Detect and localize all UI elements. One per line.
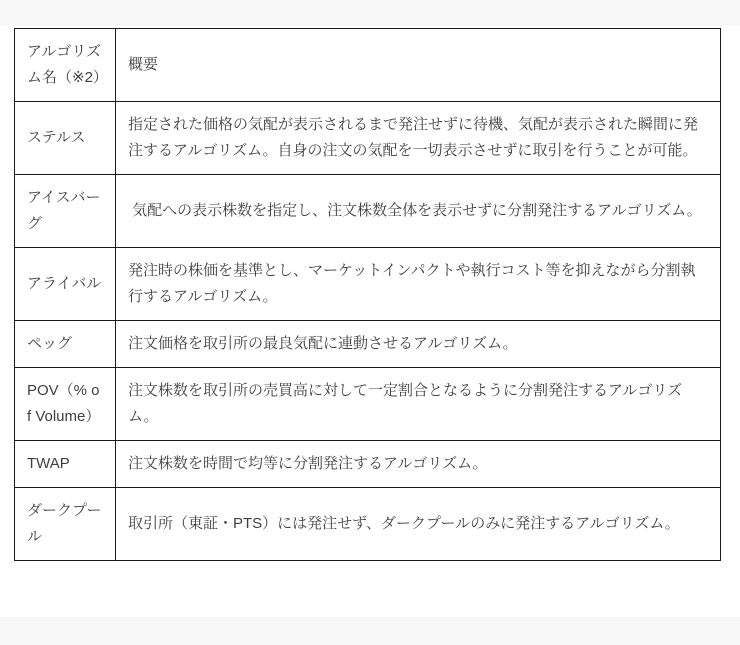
header-cell-algorithm-name: アルゴリズム名（※2）: [15, 29, 116, 102]
algorithm-description-cell: 注文株数を時間で均等に分割発注するアルゴリズム。: [116, 441, 721, 488]
algorithm-name-cell: ペッグ: [15, 321, 116, 368]
algorithm-name-cell: アイスバーグ: [15, 175, 116, 248]
algorithm-name-cell: ダークプール: [15, 488, 116, 561]
algorithm-description-cell: 指定された価格の気配が表示されるまで発注せずに待機、気配が表示された瞬間に発注するアルゴリズム。自身の注文の気配を一切表示させずに取引を行うことが可能。: [116, 102, 721, 175]
algorithm-description-cell: 発注時の株価を基準とし、マーケットインパクトや執行コスト等を抑えながら分割執行するアルゴリズム。: [116, 248, 721, 321]
algorithm-name-cell: ステルス: [15, 102, 116, 175]
table-row: [15, 175, 721, 248]
table-header-row: [15, 29, 721, 102]
algorithm-description-cell: 気配への表示株数を指定し、注文株数全体を表示せずに分割発注するアルゴリズム。: [116, 175, 721, 248]
table-row: [15, 102, 721, 175]
table-row: [15, 321, 721, 368]
table-row: [15, 488, 721, 561]
table-row: [15, 248, 721, 321]
table-row: [15, 441, 721, 488]
algorithm-table: [14, 28, 721, 561]
algorithm-description-cell: 注文価格を取引所の最良気配に連動させるアルゴリズム。: [116, 321, 721, 368]
algorithm-description-cell: 注文株数を取引所の売買高に対して一定割合となるように分割発注するアルゴリズム。: [116, 368, 721, 441]
header-cell-summary: 概要: [116, 29, 721, 102]
algorithm-name-cell: TWAP: [15, 441, 116, 488]
algorithm-name-cell: POV（% of Volume）: [15, 368, 116, 441]
algorithm-description-cell: 取引所（東証・PTS）には発注せず、ダークプールのみに発注するアルゴリズム。: [116, 488, 721, 561]
algorithm-name-cell: アライバル: [15, 248, 116, 321]
table-row: [15, 368, 721, 441]
